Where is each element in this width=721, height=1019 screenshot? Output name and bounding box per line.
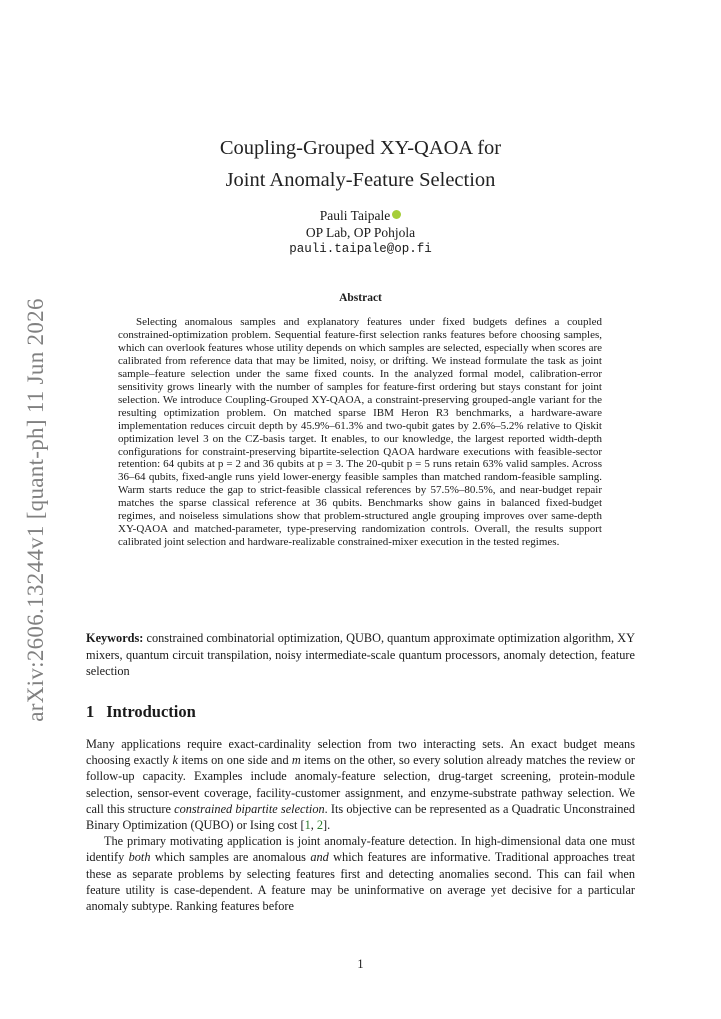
title-line-2: Joint Anomaly-Feature Selection	[225, 169, 496, 191]
page-number: 1	[357, 957, 364, 971]
section-number: 1	[86, 702, 95, 721]
citation-link[interactable]: 2	[316, 818, 324, 833]
abstract-heading: Abstract	[339, 292, 382, 304]
keywords-label: Keywords:	[86, 631, 144, 645]
intro-body	[86, 736, 635, 914]
orcid-icon[interactable]	[392, 210, 401, 219]
paper-title	[0, 132, 721, 196]
author-affiliation: OP Lab, OP Pohjola	[305, 225, 416, 240]
author-line	[0, 207, 721, 224]
arxiv-sidebar	[18, 285, 54, 735]
abstract-text: Selecting anomalous samples and explanatory features under fixed budgets defines a coupled constrained-optimization problem. Sequential feature-first selection ranks features before choosing samples, which can overlook features whose utility depends on which samples are selected, especially when scores are calibrated from reference data that may be limited, noisy, or drifting. We instead formulate the task as joint sample–feature selection under the same fixed counts. In the analyzed formal model, calibration-error sensitivity grows linearly with the number of samples for feature-first ordering but stays constant for joint selection. We introduce Coupling-Grouped XY-QAOA, a constraint-preserving grouped-angle variant for the resulting optimization problem. On matched sparse IBM Heron R3 benchmarks, a hardware-aware implementation reduces circuit depth by 45.9%–61.3% and two-qubit gates by 2.6%–5.2% relative to Qiskit optimization level 3 on the CZ-basis target. It enables, to our knowledge, the largest reported width-depth configurations for constraint-preserving bipartite-selection QAOA hardware executions with feasible-sector retention: 64 qubits at p = 2 and 36 qubits at p = 3. The 20-qubit p = 5 runs retain 63% valid samples. Across 36–64 qubits, fixed-angle runs yield lower-energy feasible samples than matched random-feasible sampling. Warm starts reduce the gap to strict-feasible classical references by 57.5%–80.5%, and near-budget repair matches the sparse classical reference at 36 qubits. Benchmarks show gains in balanced fixed-budget regimes, and noiseless simulations show that problem-structured angle grouping improves over same-depth XY-QAOA and matched-parameter, type-preserving randomization controls. Overall, the results support calibrated joint selection and hardware-realizable constrained-mixer execution in the tested regimes.	[118, 316, 602, 549]
author-name: Pauli Taipale	[319, 208, 391, 223]
keywords	[86, 630, 635, 680]
title-line-1: Coupling-Grouped XY-QAOA for	[219, 137, 502, 159]
intro-paragraph-2: The primary motivating application is joint anomaly-feature detection. In high-dimensional data one must identify both which samples are anomalous and which features are informative. Traditional approaches treat these as separate problems by selecting features first and detecting anomalies second. This can fail when feature utility is case-dependent. A feature may be uninformative on average yet decisive for a particular anomaly subtype. Ranking features before	[86, 834, 635, 914]
section-heading	[86, 702, 196, 722]
author-email[interactable]: pauli.taipale@op.fi	[289, 242, 432, 256]
intro-paragraph-1: Many applications require exact-cardinality selection from two interacting sets. An exact budget means choosing exactly k items on one side and m items on the other, so every solution already matches the review or follow-up capacity. Examples include anomaly-feature selection, drug-target screening, protein-module selection, sensor-event coverage, facility-customer assignment, and enzyme-substrate pathway selection. We call this structure constrained bipartite selection. Its objective can be represented as a Quadratic Unconstrained Binary Optimization (QUBO) or Ising cost [1, 2].	[86, 737, 635, 833]
keywords-text: constrained combinatorial optimization, QUBO, quantum approximate optimization algorithm, XY mixers, quantum circuit transpilation, noisy intermediate-scale quantum processors, anomaly detection, feature selection	[86, 631, 636, 678]
section-title: Introduction	[106, 702, 196, 721]
citation-link[interactable]: 1	[304, 818, 311, 833]
arxiv-identifier: arXiv:2606.13244v1 [quant-ph] 11 Jun 2026	[23, 298, 48, 722]
author-block	[0, 207, 721, 258]
